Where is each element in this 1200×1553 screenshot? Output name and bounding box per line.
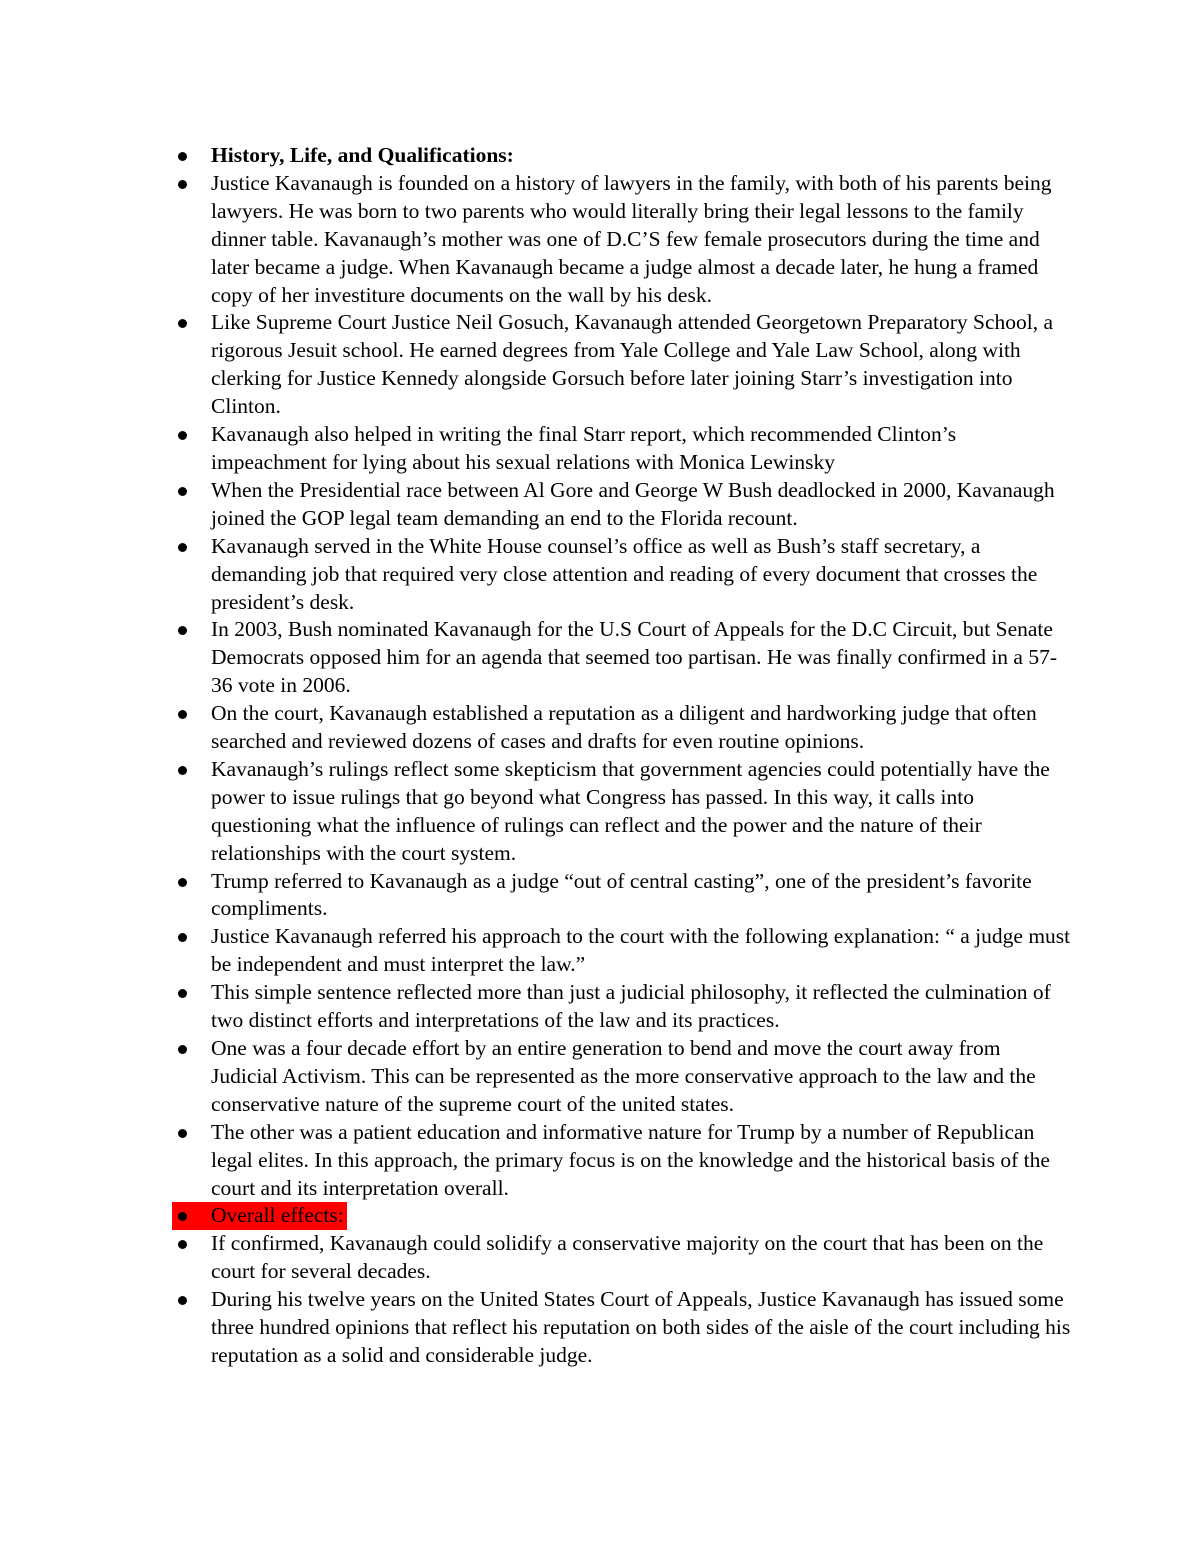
filled-circle-bullet-icon bbox=[178, 710, 187, 719]
list-item-text: Kavanaugh served in the White House counsel’s office as well as Bush’s staff secretary, a demanding job that required very close attention and reading of every document that crosses the president’s desk. bbox=[211, 533, 1038, 614]
list-item bbox=[172, 923, 1072, 979]
filled-circle-bullet-icon bbox=[178, 180, 187, 189]
section-heading: History, Life, and Qualifications: bbox=[211, 143, 514, 167]
list-item-text: In 2003, Bush nominated Kavanaugh for the U.S Court of Appeals for the D.C Circuit, but Senate Democrats opposed him for an agenda that seemed too partisan. He was finally confirmed in a 57-36 vote in 2006. bbox=[211, 617, 1057, 698]
list-item bbox=[172, 1119, 1072, 1203]
list-item-text: During his twelve years on the United States Court of Appeals, Justice Kavanaugh has issued some three hundred opinions that reflect his reputation on both sides of the aisle of the court including his reputation as a solid and considerable judge. bbox=[211, 1287, 1071, 1367]
list-item bbox=[172, 868, 1072, 924]
list-item bbox=[172, 700, 1072, 756]
filled-circle-bullet-icon bbox=[178, 543, 187, 552]
highlighted-heading: Overall effects: bbox=[172, 1202, 347, 1230]
list-item-highlighted bbox=[172, 1202, 1072, 1230]
list-item-text: The other was a patient education and informative nature for Trump by a number of Republican legal elites. In this approach, the primary focus is on the knowledge and the historical basis of the court and its interpretation overall. bbox=[211, 1119, 1050, 1200]
list-item-text: Like Supreme Court Justice Neil Gosuch, Kavanaugh attended Georgetown Preparatory School, a rigorous Jesuit school. He earned degrees from Yale College and Yale Law School, along with clerking for Justice Kennedy alongside Gorsuch before later joining Starr’s investigation into Clinton. bbox=[211, 310, 1054, 419]
filled-circle-bullet-icon bbox=[178, 766, 187, 775]
list-item-text: Kavanaugh also helped in writing the final Starr report, which recommended Clinton’s impeachment for lying about his sexual relations with Monica Lewinsky bbox=[211, 422, 957, 474]
filled-circle-bullet-icon bbox=[178, 1240, 187, 1249]
list-item-text: One was a four decade effort by an entire generation to bend and move the court away from Judicial Activism. This can be represented as the more conservative approach to the law and the conservative nature of the supreme court of the united states. bbox=[211, 1036, 1036, 1116]
filled-circle-bullet-icon bbox=[178, 319, 187, 328]
list-item bbox=[172, 979, 1072, 1035]
list-item bbox=[172, 142, 1072, 170]
filled-circle-bullet-icon bbox=[178, 1296, 187, 1305]
list-item bbox=[172, 1286, 1072, 1370]
list-item bbox=[172, 756, 1072, 868]
filled-circle-bullet-icon bbox=[178, 152, 187, 161]
list-item bbox=[172, 170, 1072, 310]
filled-circle-bullet-icon bbox=[178, 487, 187, 496]
list-item-text: On the court, Kavanaugh established a reputation as a diligent and hardworking judge that often searched and reviewed dozens of cases and drafts for even routine opinions. bbox=[211, 701, 1037, 754]
list-item-text: When the Presidential race between Al Gore and George W Bush deadlocked in 2000, Kavanaugh joined the GOP legal team demanding an end to the Florida recount. bbox=[211, 477, 1055, 530]
filled-circle-bullet-icon bbox=[178, 878, 187, 887]
bullet-list bbox=[172, 142, 1072, 1370]
list-item-text: Trump referred to Kavanaugh as a judge “out of central casting”, one of the president’s favorite compliments. bbox=[211, 868, 1032, 921]
filled-circle-bullet-icon bbox=[178, 626, 187, 635]
list-item bbox=[172, 477, 1072, 533]
list-item-text: If confirmed, Kavanaugh could solidify a conservative majority on the court that has been on the court for several decades. bbox=[211, 1231, 1044, 1284]
list-item-text: This simple sentence reflected more than just a judicial philosophy, it reflected the culmination of two distinct efforts and interpretations of the law and its practices. bbox=[211, 980, 1051, 1033]
list-item bbox=[172, 421, 1072, 477]
list-item bbox=[172, 1230, 1072, 1286]
filled-circle-bullet-icon bbox=[178, 431, 187, 440]
list-item-text: Justice Kavanaugh is founded on a history of lawyers in the family, with both of his parents being lawyers. He was born to two parents who would literally bring their legal lessons to the family dinner table. Kavanaugh’s mother was one of D.C’S few female prosecutors during the time and later became a judge. When Kavanaugh became a judge almost a decade later, he hung a framed copy of her investiture documents on the wall by his desk. bbox=[211, 170, 1052, 307]
list-item bbox=[172, 533, 1072, 617]
list-item bbox=[172, 616, 1072, 700]
filled-circle-bullet-icon bbox=[178, 989, 187, 998]
list-item bbox=[172, 1035, 1072, 1119]
list-item-text: Justice Kavanaugh referred his approach to the court with the following explanation: “ a judge must be independent and must interpret the law.” bbox=[211, 924, 1071, 977]
list-item-text: Kavanaugh’s rulings reflect some skepticism that government agencies could potentially have the power to issue rulings that go beyond what Congress has passed. In this way, it calls into questioning what the influence of rulings can reflect and the power and the nature of their relationships with the court system. bbox=[211, 756, 1050, 865]
filled-circle-bullet-icon bbox=[178, 1045, 187, 1054]
filled-circle-bullet-icon bbox=[178, 933, 187, 942]
filled-circle-bullet-icon bbox=[178, 1129, 187, 1138]
list-item bbox=[172, 309, 1072, 421]
